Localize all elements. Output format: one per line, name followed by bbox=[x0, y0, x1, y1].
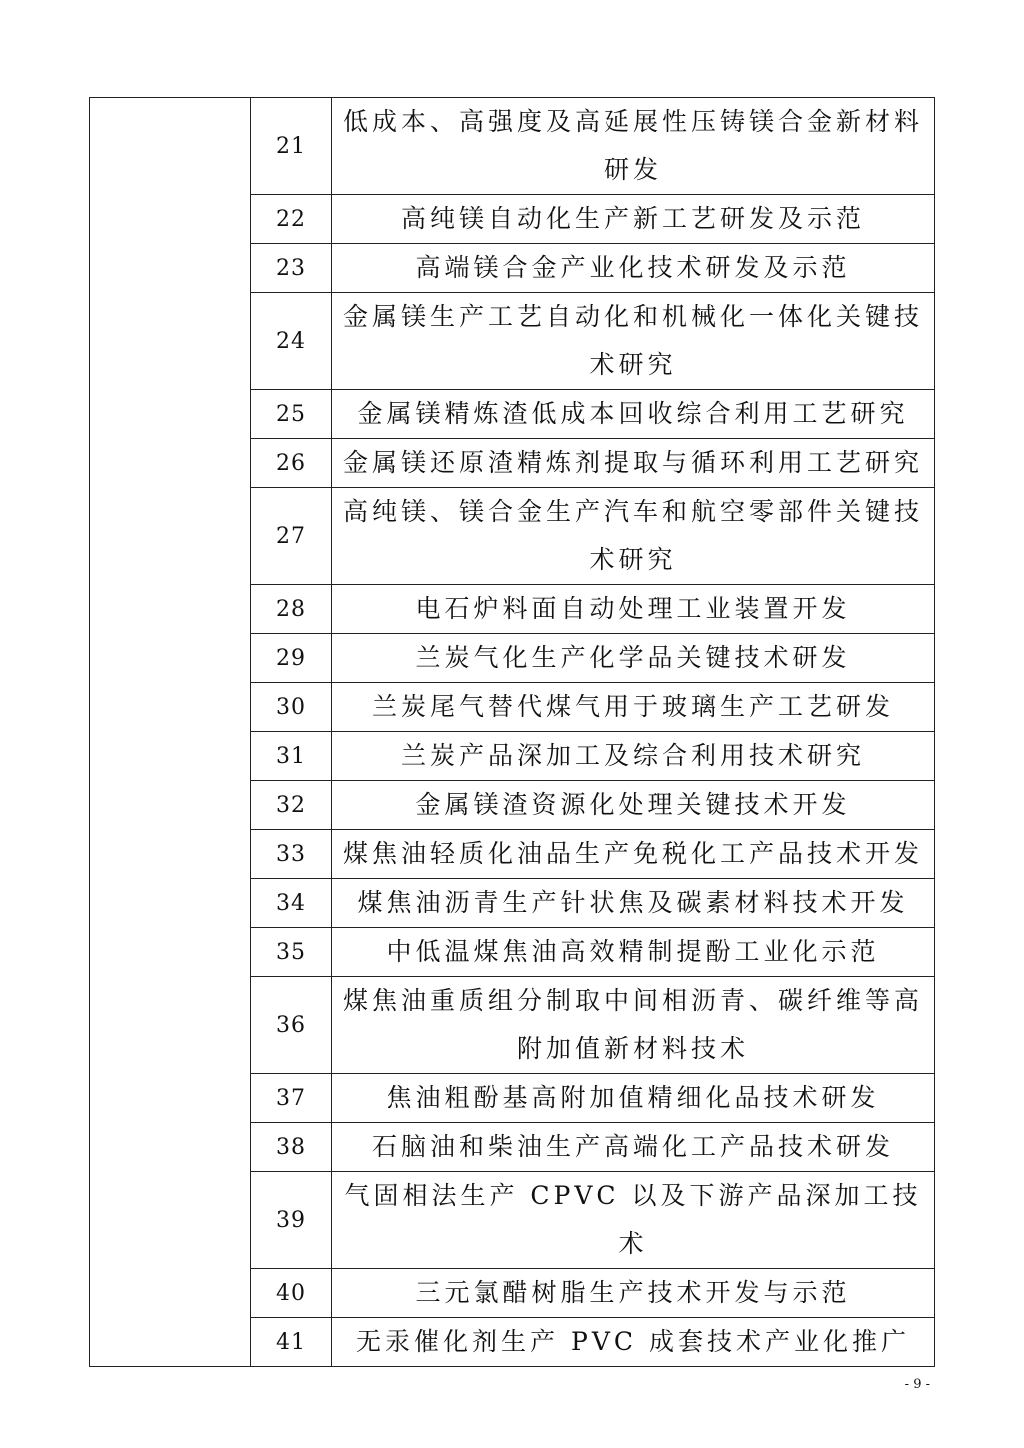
project-name: 金属镁渣资源化处理关键技术开发 bbox=[332, 781, 935, 830]
project-name: 金属镁精炼渣低成本回收综合利用工艺研究 bbox=[332, 390, 935, 439]
project-name: 焦油粗酚基高附加值精细化品技术研发 bbox=[332, 1074, 935, 1123]
project-name: 三元氯醋树脂生产技术开发与示范 bbox=[332, 1269, 935, 1318]
row-number: 31 bbox=[251, 732, 332, 781]
project-name: 气固相法生产 CPVC 以及下游产品深加工技术 bbox=[332, 1172, 935, 1269]
row-number: 40 bbox=[251, 1269, 332, 1318]
row-number: 38 bbox=[251, 1123, 332, 1172]
row-number: 37 bbox=[251, 1074, 332, 1123]
project-table bbox=[89, 97, 935, 1367]
table-row bbox=[90, 98, 935, 195]
row-number: 32 bbox=[251, 781, 332, 830]
row-number: 22 bbox=[251, 195, 332, 244]
row-number: 27 bbox=[251, 488, 332, 585]
row-number: 30 bbox=[251, 683, 332, 732]
project-name: 低成本、高强度及高延展性压铸镁合金新材料研发 bbox=[332, 98, 935, 195]
row-number: 41 bbox=[251, 1318, 332, 1367]
project-name: 金属镁还原渣精炼剂提取与循环利用工艺研究 bbox=[332, 439, 935, 488]
page-number: - 9 - bbox=[904, 1377, 930, 1392]
project-name: 兰炭产品深加工及综合利用技术研究 bbox=[332, 732, 935, 781]
row-number: 25 bbox=[251, 390, 332, 439]
row-number: 39 bbox=[251, 1172, 332, 1269]
project-name: 石脑油和柴油生产高端化工产品技术研发 bbox=[332, 1123, 935, 1172]
project-name: 电石炉料面自动处理工业装置开发 bbox=[332, 585, 935, 634]
project-name: 高纯镁、镁合金生产汽车和航空零部件关键技术研究 bbox=[332, 488, 935, 585]
row-number: 34 bbox=[251, 879, 332, 928]
row-number: 36 bbox=[251, 977, 332, 1074]
project-name: 中低温煤焦油高效精制提酚工业化示范 bbox=[332, 928, 935, 977]
row-number: 24 bbox=[251, 293, 332, 390]
project-name: 高端镁合金产业化技术研发及示范 bbox=[332, 244, 935, 293]
project-name: 兰炭尾气替代煤气用于玻璃生产工艺研发 bbox=[332, 683, 935, 732]
row-number: 26 bbox=[251, 439, 332, 488]
row-number: 23 bbox=[251, 244, 332, 293]
row-number: 21 bbox=[251, 98, 332, 195]
project-name: 无汞催化剂生产 PVC 成套技术产业化推广 bbox=[332, 1318, 935, 1367]
project-name: 金属镁生产工艺自动化和机械化一体化关键技术研究 bbox=[332, 293, 935, 390]
project-name: 煤焦油沥青生产针状焦及碳素材料技术开发 bbox=[332, 879, 935, 928]
row-number: 33 bbox=[251, 830, 332, 879]
row-number: 29 bbox=[251, 634, 332, 683]
row-number: 35 bbox=[251, 928, 332, 977]
project-name: 煤焦油重质组分制取中间相沥青、碳纤维等高附加值新材料技术 bbox=[332, 977, 935, 1074]
project-name: 煤焦油轻质化油品生产免税化工产品技术开发 bbox=[332, 830, 935, 879]
project-name: 高纯镁自动化生产新工艺研发及示范 bbox=[332, 195, 935, 244]
project-name: 兰炭气化生产化学品关键技术研发 bbox=[332, 634, 935, 683]
category-cell bbox=[90, 98, 251, 1367]
row-number: 28 bbox=[251, 585, 332, 634]
